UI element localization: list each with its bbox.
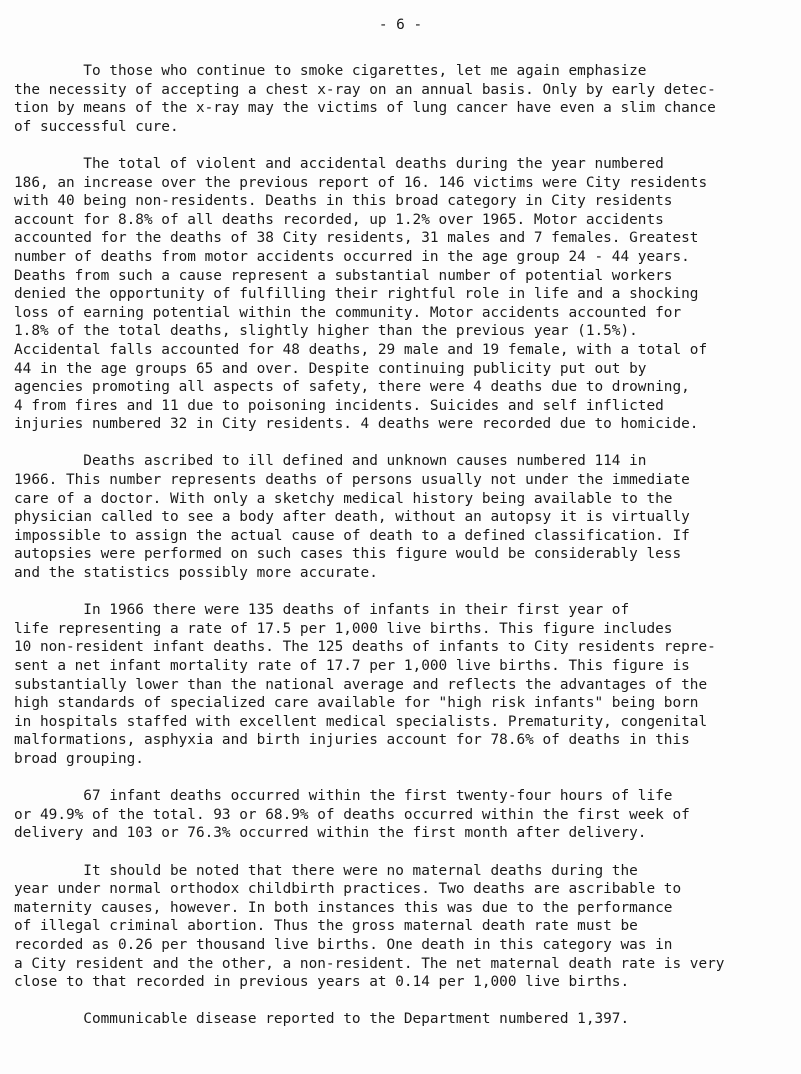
- text-line: delivery and 103 or 76.3% occurred within the first month after delivery.: [14, 825, 647, 842]
- text-line: Accidental falls accounted for 48 deaths, 29 male and 19 female, with a total of: [14, 341, 708, 358]
- text-line: 67 infant deaths occurred within the first twenty-four hours of life: [14, 788, 673, 805]
- paragraph-infant-deaths: [14, 601, 794, 768]
- paragraph-smoking-xray: [14, 62, 794, 136]
- text-line: substantially lower than the national average and reflects the advantages of the: [14, 676, 708, 693]
- text-line: care of a doctor. With only a sketchy medical history being available to the: [14, 490, 673, 507]
- text-line: of illegal criminal abortion. Thus the gross maternal death rate must be: [14, 918, 638, 935]
- body-text: [14, 62, 794, 1047]
- text-line: denied the opportunity of fulfilling their rightful role in life and a shocking: [14, 286, 699, 303]
- text-line: To those who continue to smoke cigarettes, let me again emphasize: [14, 63, 647, 79]
- text-line: and the statistics possibly more accurate.: [14, 565, 378, 582]
- paragraph-ill-defined-causes: [14, 452, 794, 582]
- page-number: - 6 -: [378, 17, 423, 33]
- text-line: The total of violent and accidental deaths during the year numbered: [14, 155, 664, 172]
- text-line: 186, an increase over the previous report of 16. 146 victims were City residents: [14, 174, 708, 191]
- text-line: autopsies were performed on such cases this figure would be considerably less: [14, 546, 682, 563]
- text-line: year under normal orthodox childbirth practices. Two deaths are ascribable to: [14, 881, 682, 898]
- text-line: Deaths from such a cause represent a substantial number of potential workers: [14, 267, 673, 284]
- text-line: Communicable disease reported to the Department numbered 1,397.: [14, 1011, 630, 1028]
- text-line: broad grouping.: [14, 750, 144, 767]
- text-line: a City resident and the other, a non-resident. The net maternal death rate is very: [14, 955, 725, 972]
- text-line: agencies promoting all aspects of safety, there were 4 deaths due to drowning,: [14, 379, 690, 396]
- text-line: In 1966 there were 135 deaths of infants in their first year of: [14, 602, 630, 619]
- text-line: tion by means of the x-ray may the victims of lung cancer have even a slim chance: [14, 100, 716, 117]
- text-line: account for 8.8% of all deaths recorded, up 1.2% over 1965. Motor accidents: [14, 211, 664, 228]
- text-line: with 40 being non-residents. Deaths in this broad category in City residents: [14, 193, 673, 210]
- text-line: 44 in the age groups 65 and over. Despite continuing publicity put out by: [14, 360, 647, 377]
- text-line: It should be noted that there were no maternal deaths during the: [14, 862, 638, 879]
- text-line: number of deaths from motor accidents occurred in the age group 24 - 44 years.: [14, 248, 690, 265]
- paragraph-violent-accidental-deaths: [14, 155, 794, 434]
- text-line: Deaths ascribed to ill defined and unknown causes numbered 114 in: [14, 453, 647, 470]
- text-line: of successful cure.: [14, 118, 179, 135]
- text-line: in hospitals staffed with excellent medical specialists. Prematurity, congenital: [14, 713, 708, 730]
- text-line: life representing a rate of 17.5 per 1,000 live births. This figure includes: [14, 620, 673, 637]
- text-line: 1.8% of the total deaths, slightly higher than the previous year (1.5%).: [14, 323, 638, 340]
- text-line: 10 non-resident infant deaths. The 125 deaths of infants to City residents repre-: [14, 639, 716, 656]
- text-line: injuries numbered 32 in City residents. 4 deaths were recorded due to homicide.: [14, 416, 699, 433]
- text-line: physician called to see a body after death, without an autopsy it is virtually: [14, 509, 690, 526]
- paragraph-infant-deaths-timing: [14, 787, 794, 843]
- text-line: 4 from fires and 11 due to poisoning incidents. Suicides and self inflicted: [14, 397, 664, 414]
- text-line: sent a net infant mortality rate of 17.7 per 1,000 live births. This figure is: [14, 658, 690, 674]
- text-line: close to that recorded in previous years at 0.14 per 1,000 live births.: [14, 974, 630, 991]
- text-line: maternity causes, however. In both instances this was due to the performance: [14, 899, 673, 916]
- text-line: accounted for the deaths of 38 City residents, 31 males and 7 females. Greatest: [14, 230, 699, 247]
- text-line: high standards of specialized care available for "high risk infants" being born: [14, 695, 699, 712]
- text-line: or 49.9% of the total. 93 or 68.9% of deaths occurred within the first week of: [14, 806, 690, 823]
- text-line: malformations, asphyxia and birth injuries account for 78.6% of deaths in this: [14, 732, 690, 749]
- text-line: recorded as 0.26 per thousand live births. One death in this category was in: [14, 936, 673, 953]
- text-line: 1966. This number represents deaths of persons usually not under the immediate: [14, 472, 690, 489]
- text-line: impossible to assign the actual cause of death to a defined classification. If: [14, 527, 690, 544]
- paragraph-communicable-disease: [14, 1010, 794, 1029]
- paragraph-maternal-deaths: [14, 862, 794, 992]
- text-line: the necessity of accepting a chest x-ray on an annual basis. Only by early detec-: [14, 81, 716, 98]
- text-line: loss of earning potential within the community. Motor accidents accounted for: [14, 304, 682, 321]
